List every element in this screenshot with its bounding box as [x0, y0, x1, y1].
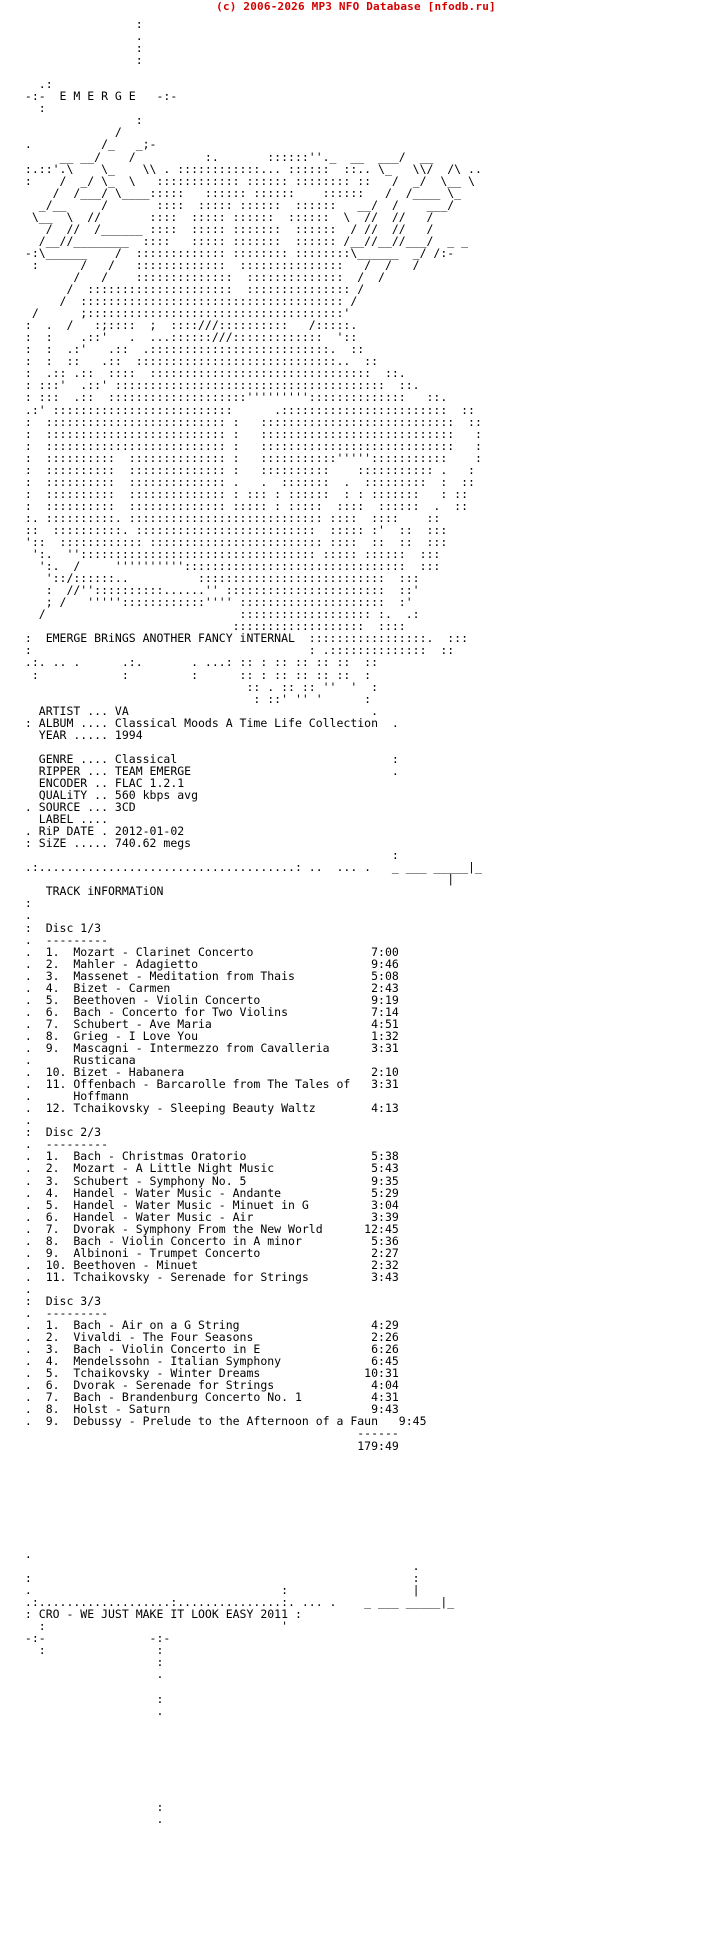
- nfo-line: : :::::::::: :::::::::::::: : :::::::::: ::::::::::: . :: [18, 462, 475, 477]
- nfo-line: . 6. Handel - Water Music - Air 3:39: [18, 1209, 399, 1224]
- nfo-line: . 2. Mozart - A Little Night Music 5:43: [18, 1161, 399, 1176]
- nfo-line: [18, 66, 482, 78]
- nfo-line: . 9. Albinoni - Trumpet Concerto 2:27: [18, 1245, 399, 1260]
- nfo-line: . 8. Bach - Violin Concerto in A minor 5:36: [18, 1233, 399, 1248]
- nfo-line: / ;:::::::::::::::::::::::::::::::::::::': [18, 306, 351, 321]
- nfo-line: : :::::::::: :::::::::::::: . . ::::::: . ::::::::: : ::: [18, 474, 475, 489]
- nfo-line: .: [18, 1559, 420, 1573]
- nfo-line: . 4. Bizet - Carmen 2:43: [18, 980, 399, 995]
- nfo-line: . 8. Holst - Saturn 9:43: [18, 1402, 399, 1417]
- nfo-line: : :::' .::' ::::::::::::::::::::::::::::::::::::::: ::.: [18, 378, 420, 393]
- nfo-line: [18, 1536, 482, 1548]
- nfo-line: : :: [18, 1571, 420, 1586]
- nfo-line: . 6. Dvorak - Serenade for Strings 4:04: [18, 1378, 399, 1393]
- nfo-line: LABEL ....: [18, 812, 109, 827]
- nfo-line: -:- -:-: [18, 1631, 171, 1646]
- nfo-line: : :::::::::::::::::::::::::: : :::::::::::::::::::::::::::: :: [18, 438, 482, 453]
- nfo-line: :.::'.\ \_ \\ . ::::::::::::... :::::: ::.. \_ \\/ /\ ..: [18, 161, 482, 176]
- nfo-line: .: [18, 1546, 32, 1561]
- nfo-line: : ::' '' ' :: [18, 691, 372, 706]
- nfo-line: .:: [18, 77, 53, 92]
- nfo-line: : :::::::::::::::::::::::::: : :::::::::::::::::::::::::::: ::: [18, 414, 482, 429]
- nfo-line: :: [18, 896, 32, 911]
- nfo-line: : :::::::::: :::::::::::::: : :::::::::::'''''::::::::::: :: [18, 450, 482, 465]
- nfo-line: [18, 1452, 482, 1464]
- nfo-line: [18, 1488, 482, 1500]
- nfo-line: 179:49: [18, 1438, 399, 1453]
- nfo-line: / :::::::::::::::::::::::::::::::::::::: /: [18, 294, 358, 309]
- nfo-line: '::/::::::.. ::::::::::::::::::::::::::: :::: [18, 571, 420, 586]
- nfo-line: [18, 1476, 482, 1488]
- nfo-line: . 1. Bach - Air on a G String 4:29: [18, 1318, 399, 1333]
- nfo-line: : .:: .:: :::: :::::::::::::::::::::::::::::::: ::.: [18, 366, 406, 381]
- nfo-line: [18, 1464, 482, 1476]
- nfo-line: -:\______ / ::::::::::::: :::::::: ::::::::\______ _/ /:-: [18, 245, 455, 260]
- nfo-line: :. ::::::::::. :::::::::::::::::::::::::::: :::: :::: ::: [18, 510, 441, 525]
- nfo-line: . 8. Grieg - I Love You 1:32: [18, 1028, 399, 1043]
- nfo-line: : ': [18, 1619, 289, 1634]
- nfo-line: . 9. Mascagni - Intermezzo from Cavalleria 3:31: [18, 1040, 399, 1055]
- nfo-line: :: [18, 848, 399, 863]
- nfo-line: . 3. Massenet - Meditation from Thais 5:08: [18, 968, 399, 983]
- nfo-line: : :::::::::: :::::::::::::: ::::: : ::::: :::: :::::: . ::: [18, 498, 469, 513]
- nfo-line: .:.....................................: .. ... . _ ___ _____|_: [18, 860, 482, 875]
- nfo-line: / // /______ :::: ::::: ::::::: :::::: / // // /: [18, 221, 434, 236]
- nfo-line: . 11. Tchaikovsky - Serenade for Strings 3:43: [18, 1269, 399, 1284]
- nfo-line: :: [18, 53, 143, 68]
- nfo-line: .: [18, 1667, 164, 1682]
- nfo-line: . 4. Mendelssohn - Italian Symphony 6:45: [18, 1354, 399, 1369]
- nfo-line: : / / ::::::::::::: ::::::::::::::: / / /: [18, 257, 420, 272]
- nfo-line: . ---------: [18, 932, 109, 947]
- nfo-line: :: [18, 17, 143, 31]
- nfo-line: : Disc 3/3: [18, 1293, 102, 1308]
- nfo-line: : CRO - WE JUST MAKE IT LOOK EASY 2011 :: [18, 1607, 302, 1622]
- site-banner: (c) 2006-2026 MP3 NFO Database [nfodb.ru]: [216, 0, 496, 13]
- nfo-line: . ---------: [18, 1137, 109, 1152]
- nfo-line: : EMERGE BRiNGS ANOTHER FANCY iNTERNAL :::::::::::::::::. :::: [18, 631, 469, 646]
- nfo-line: :: [18, 1691, 164, 1706]
- nfo-line: : : .:' .:: .::::::::::::::::::::::::::. ::: [18, 342, 365, 357]
- nfo-line: :: [18, 1655, 164, 1670]
- nfo-line: :: [18, 113, 143, 128]
- nfo-line: : ::: .:: ::::::::::::::::::::''''''''':::::::::::::: ::.: [18, 390, 448, 405]
- nfo-line: : //''::::::::::......'' ::::::::::::::::::::::: ::': [18, 583, 420, 598]
- nfo-line: ; / '''''::::::::::::'''' ::::::::::::::::::::: :': [18, 595, 413, 610]
- nfo-line: RIPPER ... TEAM EMERGE .: [18, 763, 399, 778]
- nfo-line: . Rusticana: [18, 1053, 136, 1068]
- nfo-line: ::::::::::::::::::: ::::: [18, 619, 406, 634]
- nfo-line: : ALBUM .... Classical Moods A Time Life Collection .: [18, 715, 399, 730]
- nfo-document: [18, 18, 482, 1825]
- nfo-line: / /___/ \____::::: :::::: :::::: :::::: / /____ \_: [18, 185, 462, 200]
- nfo-line: : : : :: : :: :: :: :: :: [18, 667, 372, 682]
- nfo-line: . 10. Bizet - Habanera 2:10: [18, 1065, 399, 1080]
- nfo-line: . 5. Tchaikovsky - Winter Dreams 10:31: [18, 1366, 399, 1381]
- nfo-line: [18, 1524, 482, 1536]
- nfo-line: ':: :::::::::::: ::::::::::::::::::::::::: :::: :: :: :::: [18, 535, 448, 550]
- nfo-line: . 3. Schubert - Symphony No. 5 9:35: [18, 1173, 399, 1188]
- nfo-line: :: [18, 101, 46, 116]
- nfo-line: . 9. Debussy - Prelude to the Afternoon of a Faun 9:45: [18, 1414, 427, 1429]
- nfo-line: .:' :::::::::::::::::::::::::: .:::::::::::::::::::::::: ::: [18, 402, 475, 417]
- nfo-line: _/__ / :::: ::::: :::::: :::::: __/ / ___/: [18, 197, 455, 212]
- nfo-line: : / _/ \_ \ :::::::::::: :::::: :::::::: :: / _/ \__ \: [18, 173, 475, 188]
- nfo-line: . 4. Handel - Water Music - Andante 5:29: [18, 1185, 399, 1200]
- nfo-line: :: ::::::::::. :::::::::::::::::::::::::: ::::: :' :: :::: [18, 522, 448, 537]
- nfo-line: |: [18, 872, 455, 887]
- nfo-line: / ::::::::::::::::::::: ::::::::::::::: /: [18, 282, 365, 297]
- nfo-line: : : .:::::::::::::: ::: [18, 643, 455, 658]
- nfo-line: GENRE .... Classical :: [18, 751, 399, 766]
- nfo-line: . 2. Mahler - Adagietto 9:46: [18, 956, 399, 971]
- nfo-line: ------: [18, 1426, 399, 1441]
- nfo-line: TRACK iNFORMATiON: [18, 884, 164, 899]
- nfo-line: [18, 1753, 482, 1765]
- nfo-line: __ __/ / :. ::::::''._ __ ___/ __: [18, 149, 434, 164]
- nfo-line: . 12. Tchaikovsky - Sleeping Beauty Waltz 4:13: [18, 1101, 399, 1116]
- nfo-line: ':. / '''''''''':::::::::::::::::::::::::::::::: :::: [18, 559, 441, 574]
- nfo-line: :: [18, 1799, 164, 1814]
- nfo-line: : SiZE ..... 740.62 megs: [18, 836, 192, 851]
- nfo-line: . 1. Mozart - Clarinet Concerto 7:00: [18, 944, 399, 959]
- nfo-line: .: [18, 1281, 32, 1296]
- nfo-line: : : :: .:: :::::::::::::::::::::::::::::.. ::: [18, 354, 379, 369]
- nfo-line: : :: [18, 1643, 164, 1658]
- nfo-line: QUALiTY .. 560 kbps avg: [18, 788, 199, 802]
- nfo-line: [18, 1729, 482, 1741]
- nfo-line: YEAR ..... 1994: [18, 727, 143, 742]
- nfo-line: . 7. Dvorak - Symphony From the New World 12:45: [18, 1221, 399, 1236]
- nfo-line: .: [18, 1703, 164, 1718]
- nfo-line: : Disc 1/3: [18, 920, 102, 935]
- nfo-line: .: [18, 29, 143, 44]
- nfo-line: ARTIST ... VA .: [18, 703, 379, 718]
- nfo-line: . 7. Bach - Brandenburg Concerto No. 1 4:31: [18, 1390, 399, 1405]
- nfo-line: . SOURCE ... 3CD: [18, 800, 136, 815]
- nfo-line: \__ \ // :::: ::::: :::::: :::::: \ // // /: [18, 209, 434, 224]
- nfo-line: : : .::' . ...::::::///::::::::::::: '::: [18, 330, 358, 345]
- nfo-line: : :::::::::::::::::::::::::: : :::::::::::::::::::::::::::: :: [18, 426, 482, 441]
- nfo-line: . : |: [18, 1583, 420, 1598]
- nfo-line: . 7. Schubert - Ave Maria 4:51: [18, 1016, 399, 1031]
- nfo-line: [18, 1741, 482, 1753]
- nfo-line: . 10. Beethoven - Minuet 2:32: [18, 1257, 399, 1272]
- nfo-line: / / :::::::::::::: :::::::::::::: / /: [18, 269, 385, 284]
- nfo-line: [18, 1717, 482, 1729]
- nfo-line: : . / :;:::: ; ::::///:::::::::: /:::::.: [18, 318, 358, 333]
- nfo-line: : :::::::::: :::::::::::::: : ::: : :::::: : : ::::::: : ::: [18, 486, 469, 501]
- nfo-line: . RiP DATE . 2012-01-02: [18, 824, 185, 839]
- nfo-line: . 11. Offenbach - Barcarolle from The Tales of 3:31: [18, 1077, 399, 1092]
- nfo-line: . 5. Beethoven - Violin Concerto 9:19: [18, 992, 399, 1007]
- nfo-line: .: [18, 908, 32, 923]
- nfo-line: [18, 1500, 482, 1512]
- nfo-line: . 5. Handel - Water Music - Minuet in G 3:04: [18, 1197, 399, 1212]
- nfo-line: /: [18, 125, 122, 140]
- nfo-line: : Disc 2/3: [18, 1125, 102, 1140]
- nfo-line: /__//________ :::: ::::: ::::::: :::::: /__//__//___/ _ _: [18, 233, 469, 248]
- nfo-line: .: [18, 1811, 164, 1826]
- nfo-line: -:- E M E R G E -:-: [18, 89, 178, 104]
- nfo-line: [18, 1680, 482, 1692]
- nfo-line: ENCODER .. FLAC 1.2.1: [18, 775, 185, 790]
- nfo-line: . ---------: [18, 1306, 109, 1321]
- nfo-line: .: [18, 1113, 32, 1128]
- nfo-line: :: [18, 41, 143, 56]
- nfo-line: . 3. Bach - Violin Concerto in E 6:26: [18, 1342, 399, 1357]
- nfo-line: . 1. Bach - Christmas Oratorio 5:38: [18, 1149, 399, 1164]
- nfo-line: / ::::::::::::::::::: :. .:: [18, 607, 420, 622]
- nfo-line: . /_ _;-: [18, 137, 157, 152]
- nfo-line: . 6. Bach - Concerto for Two Violins 7:14: [18, 1004, 399, 1019]
- nfo-line: .:...................:...............:. ... . _ ___ _____|_: [18, 1595, 455, 1610]
- nfo-line: . Hoffmann: [18, 1089, 129, 1104]
- nfo-line: :: . :: :: '' ' :: [18, 679, 379, 694]
- nfo-line: ':. '':::::::::::::::::::::::::::::::::: ::::: :::::: :::: [18, 547, 441, 562]
- nfo-line: . 2. Vivaldi - The Four Seasons 2:26: [18, 1330, 399, 1345]
- nfo-line: [18, 1765, 482, 1777]
- nfo-line: [18, 1777, 482, 1789]
- nfo-line: .:. .. . .:. . ...: :: : :: :: :: :: ::: [18, 655, 379, 670]
- nfo-line: [18, 1512, 482, 1524]
